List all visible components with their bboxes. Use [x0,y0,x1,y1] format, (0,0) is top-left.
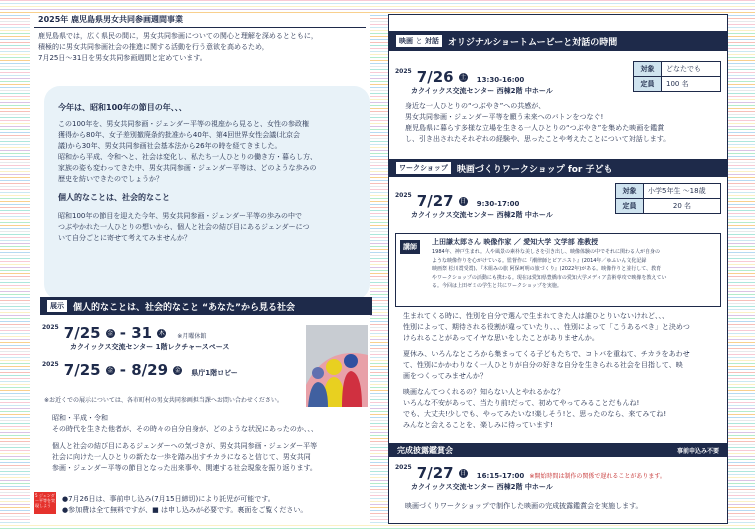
exhibit-illustration [306,325,368,407]
time-note: ※開始時間は制作の関係で遅れることがあります。 [529,473,666,480]
box-title: 今年は、昭和100年の節目の年、、、 [58,103,187,112]
talk-title: オリジナルショートムービーと対話の時間 [447,37,618,48]
stripe [0,9,755,10]
box-line: 家族の姿も変わってきた中、男女共同参画・ジェンダー平等は、どのような歩みの [58,164,317,172]
body-line: みんなと会えることを、楽しみに待っています! [403,421,553,429]
capacity-key: 定員 [634,77,662,92]
sdg-badge: 5 ジェンダー平等を実現しよう [34,492,56,514]
weekday-badge: 日 [460,198,467,205]
date-big: 7/26 [416,68,454,86]
note: ※月曜休館 [177,333,207,340]
exhibit-date1 [42,323,312,353]
capacity-key: 定員 [616,199,644,214]
workshop-tag: ワークショップ [395,161,452,175]
body-line: 映画なんてつくれるの？知らない人とやれるかな？ [403,388,564,396]
target-key: 対象 [634,62,662,77]
body-line: 社会に向けた一人ひとりの新たな一歩を踏み出すチカラになると信じて、男女共同 [52,453,311,461]
time: 13:30-16:00 [476,76,525,84]
stripe [0,525,755,526]
body-line: 画をつくってみませんか？ [403,372,487,380]
box-line: 昭和から平成、令和へと、社会は変化し、私たち一人ひとりの働き方・暮らし方、 [58,153,317,161]
intro-line: 鹿児島県では，広く県民の間に，男女共同参画についての関心と理解を深めるとともに， [38,32,318,40]
venue: カクイックス交流センター 1階レクチャースペース [70,343,230,351]
year-label: 2025 [42,361,59,368]
box-line: 獲得から80年、女子差別撤廃条約批准から40年、第4回世界女性会議(北京会 [58,131,300,139]
year-label: 2025 [42,324,59,331]
year-label: 2025 [395,464,412,471]
box-line: この100年を、男女共同参画・ジェンダー平等の視座から見ると、女性の参政権 [58,120,309,128]
weekday-badge: 金 [107,367,114,374]
exhibit-date2 [42,360,312,379]
date-big: 7/25 [63,324,101,342]
screening-date [395,463,725,493]
time: 9:30-17:00 [476,200,520,208]
lecturer-name: 上田謙太郎さん 映像作家 ／ 愛知大学 文学部 准教授 [432,238,599,246]
screening-header [389,443,727,457]
body-line: 個人と社会の結び目にあるジェンダーへの気づきが、男女共同参画・ジェンダー平等 [52,442,318,450]
venue: 県庁1階ロビー [191,369,238,377]
box-line: いて自分ごとに寄せて考えてみませんか？ [58,234,191,242]
box-subtitle: 個人的なことは、社会的なこと [58,193,170,202]
box-line: 議)から30年、男女共同参画社会基本法から26年の時を経てきました。 [58,142,282,150]
talk-header [389,31,727,51]
talk-date [395,67,553,97]
capacity-value: 20 名 [644,199,721,214]
workshop-header [389,159,727,177]
weekday-badge: 金 [107,330,114,337]
box-line: つぶやかれた一人ひとりの想いから、個人と社会の結び目にあるジェンダーにつ [58,223,310,231]
workshop-info-table [615,183,721,214]
body-line: 鹿児島県に暮らす多様な立場を生きる一人ひとりの“つぶやき”を集めた映画を鑑賞 [405,124,665,132]
talk-body [405,101,670,145]
weekday-badge: 日 [460,470,467,477]
intro-line: 積極的に男女共同参画社会の推進に関する活動を行う意欲を高めるため， [38,43,269,51]
body-line: でも、大丈夫!少しでも、やってみたいな!楽しそう!と、思ったのなら、来てみてね! [403,410,667,418]
screening-body: 映画づくりワークショップで制作した映画の完成披露鑑賞会を実施します。 [405,502,643,510]
stripe [0,0,755,1]
screening-note: 事前申込み不要 [676,447,719,455]
weekday-badge: 土 [460,74,467,81]
left-heading: 2025年 鹿児島県男女共同参画週間事業 [38,15,184,24]
body-line: けられることがあってイヤな思いをしたことがありませんか。 [403,334,599,342]
stripe [0,12,755,13]
body-line: 参画・ジェンダー平等の節目となった出来事や、関連する社会現象を振り返ります。 [52,464,317,472]
intro-line: 7月25日～31日を男女共同参画週間と定めています。 [38,54,207,62]
screening-title: 完成披露鑑賞会 [397,445,453,455]
capacity-value: 100 名 [662,77,721,92]
box-line: 歴史を紡いできたのでしょうか？ [58,175,163,183]
lecturer-bio: 1984年、神戸生まれ。人や風景の素朴な美しさを引き出し、映像体験の中でそれに関わる人が自身の ような映像作りを心がけている。監督作に『潮律師とピアニスト』(2014年／ゆふいん文化記録 映画祭 松川賞受賞)、『木組みの旅 阿保呵明の旅づくり』(2022年)がある。映像作りと並行して、教育 やワークショップの活動にも携わる。現在は愛知県豊橋市の愛知大学メディア芸術専攻で映像を教えてい る。今回は上田ゼミの学生と共にワークショップを実施。 [432,249,667,289]
stripe [0,6,755,7]
lecturer-tag: 講師 [400,240,420,254]
workshop-body [403,311,723,431]
anniversary-box [44,86,370,300]
stripe [0,528,755,529]
right-column [388,14,728,524]
target-value: 小学5年生 ～18歳 [644,184,721,199]
body-line: 性別によって、期待される役割が違っていたり、、、性別によって「こうあるべき」と決めつ [403,323,690,331]
stripe [0,3,755,4]
year-label: 2025 [395,192,412,199]
exhibit-header [40,297,372,315]
body-line: し、引き出されたそれぞれの経験や、思ったことや考えたことについて対話します。 [405,135,671,143]
lecturer-box [395,233,721,307]
date-big: 7/27 [416,192,454,210]
intro-text [30,31,370,64]
date-big: - 31 [119,324,153,342]
footer-notes [62,494,307,516]
exhibit-title: 個人的なことは、社会的なこと “あなた”から見る社会 [73,302,295,313]
body-line: 生まれてくる時に、性別を自分で選んで生まれてきた人は誰ひとりいないけれど、、、 [403,312,669,320]
footer-line: ●7月26日は、事前申し込み(7月15日締切)により託児が可能です。 [62,495,275,503]
exhibit-note: ※お近くでの展示については、各市町村の男女共同参画担当課へお問い合わせください。 [44,397,283,404]
left-column [30,14,370,524]
venue: カクイックス交流センター 西棟2階 中ホール [411,211,553,219]
talk-tag: 映画 と 対話 [395,34,443,48]
body-line: いろんな不安があって、当たり前!だって、初めてやってみることだもんね! [403,399,640,407]
venue: カクイックス交流センター 西棟2階 中ホール [411,87,553,95]
year-label: 2025 [395,68,412,75]
weekday-badge: 金 [174,367,181,374]
weekday-badge: 木 [158,330,165,337]
body-line: 昭和・平成・令和 [52,414,108,422]
venue: カクイックス交流センター 西棟2階 中ホール [411,483,553,491]
target-value: どなたでも [662,62,721,77]
date-big: - 8/29 [119,361,169,379]
body-line: て、性別にかかわりなく一人ひとりが自分の好きな自分を生きられる社会を目指して、映 [403,361,683,369]
date-big: 7/27 [416,464,454,482]
exhibit-tag: 展示 [46,299,68,313]
body-line: 身近な一人ひとりの“つぶやき”への共感が、 [405,102,546,110]
workshop-title: 映画づくりワークショップ for 子ども [456,164,613,175]
target-key: 対象 [616,184,644,199]
body-line: 夏休み、いろんなところから集まってくる子どもたちで、コトバを重ねて、チカラをあわせ [403,350,690,358]
talk-info-table [633,61,721,92]
body-line: その時代を生きた他者が、その時々の自分自身が、どのような状況にあったのか、、、 [52,425,318,433]
body-line: 男女共同参画・ジェンダー平等を願う未来へのバトンをつなぐ! [405,113,604,121]
date-big: 7/25 [63,361,101,379]
workshop-date [395,191,553,221]
box-line: 昭和100年の節目を迎えた今年、男女共同参画・ジェンダー平等の歩みの中で [58,212,302,220]
exhibit-body [52,413,372,474]
time: 16:15-17:00 [476,472,525,480]
footer-line: ●参加費は全て無料ですが、■ は申し込みが必要です。裏面をご覧ください。 [62,506,308,514]
